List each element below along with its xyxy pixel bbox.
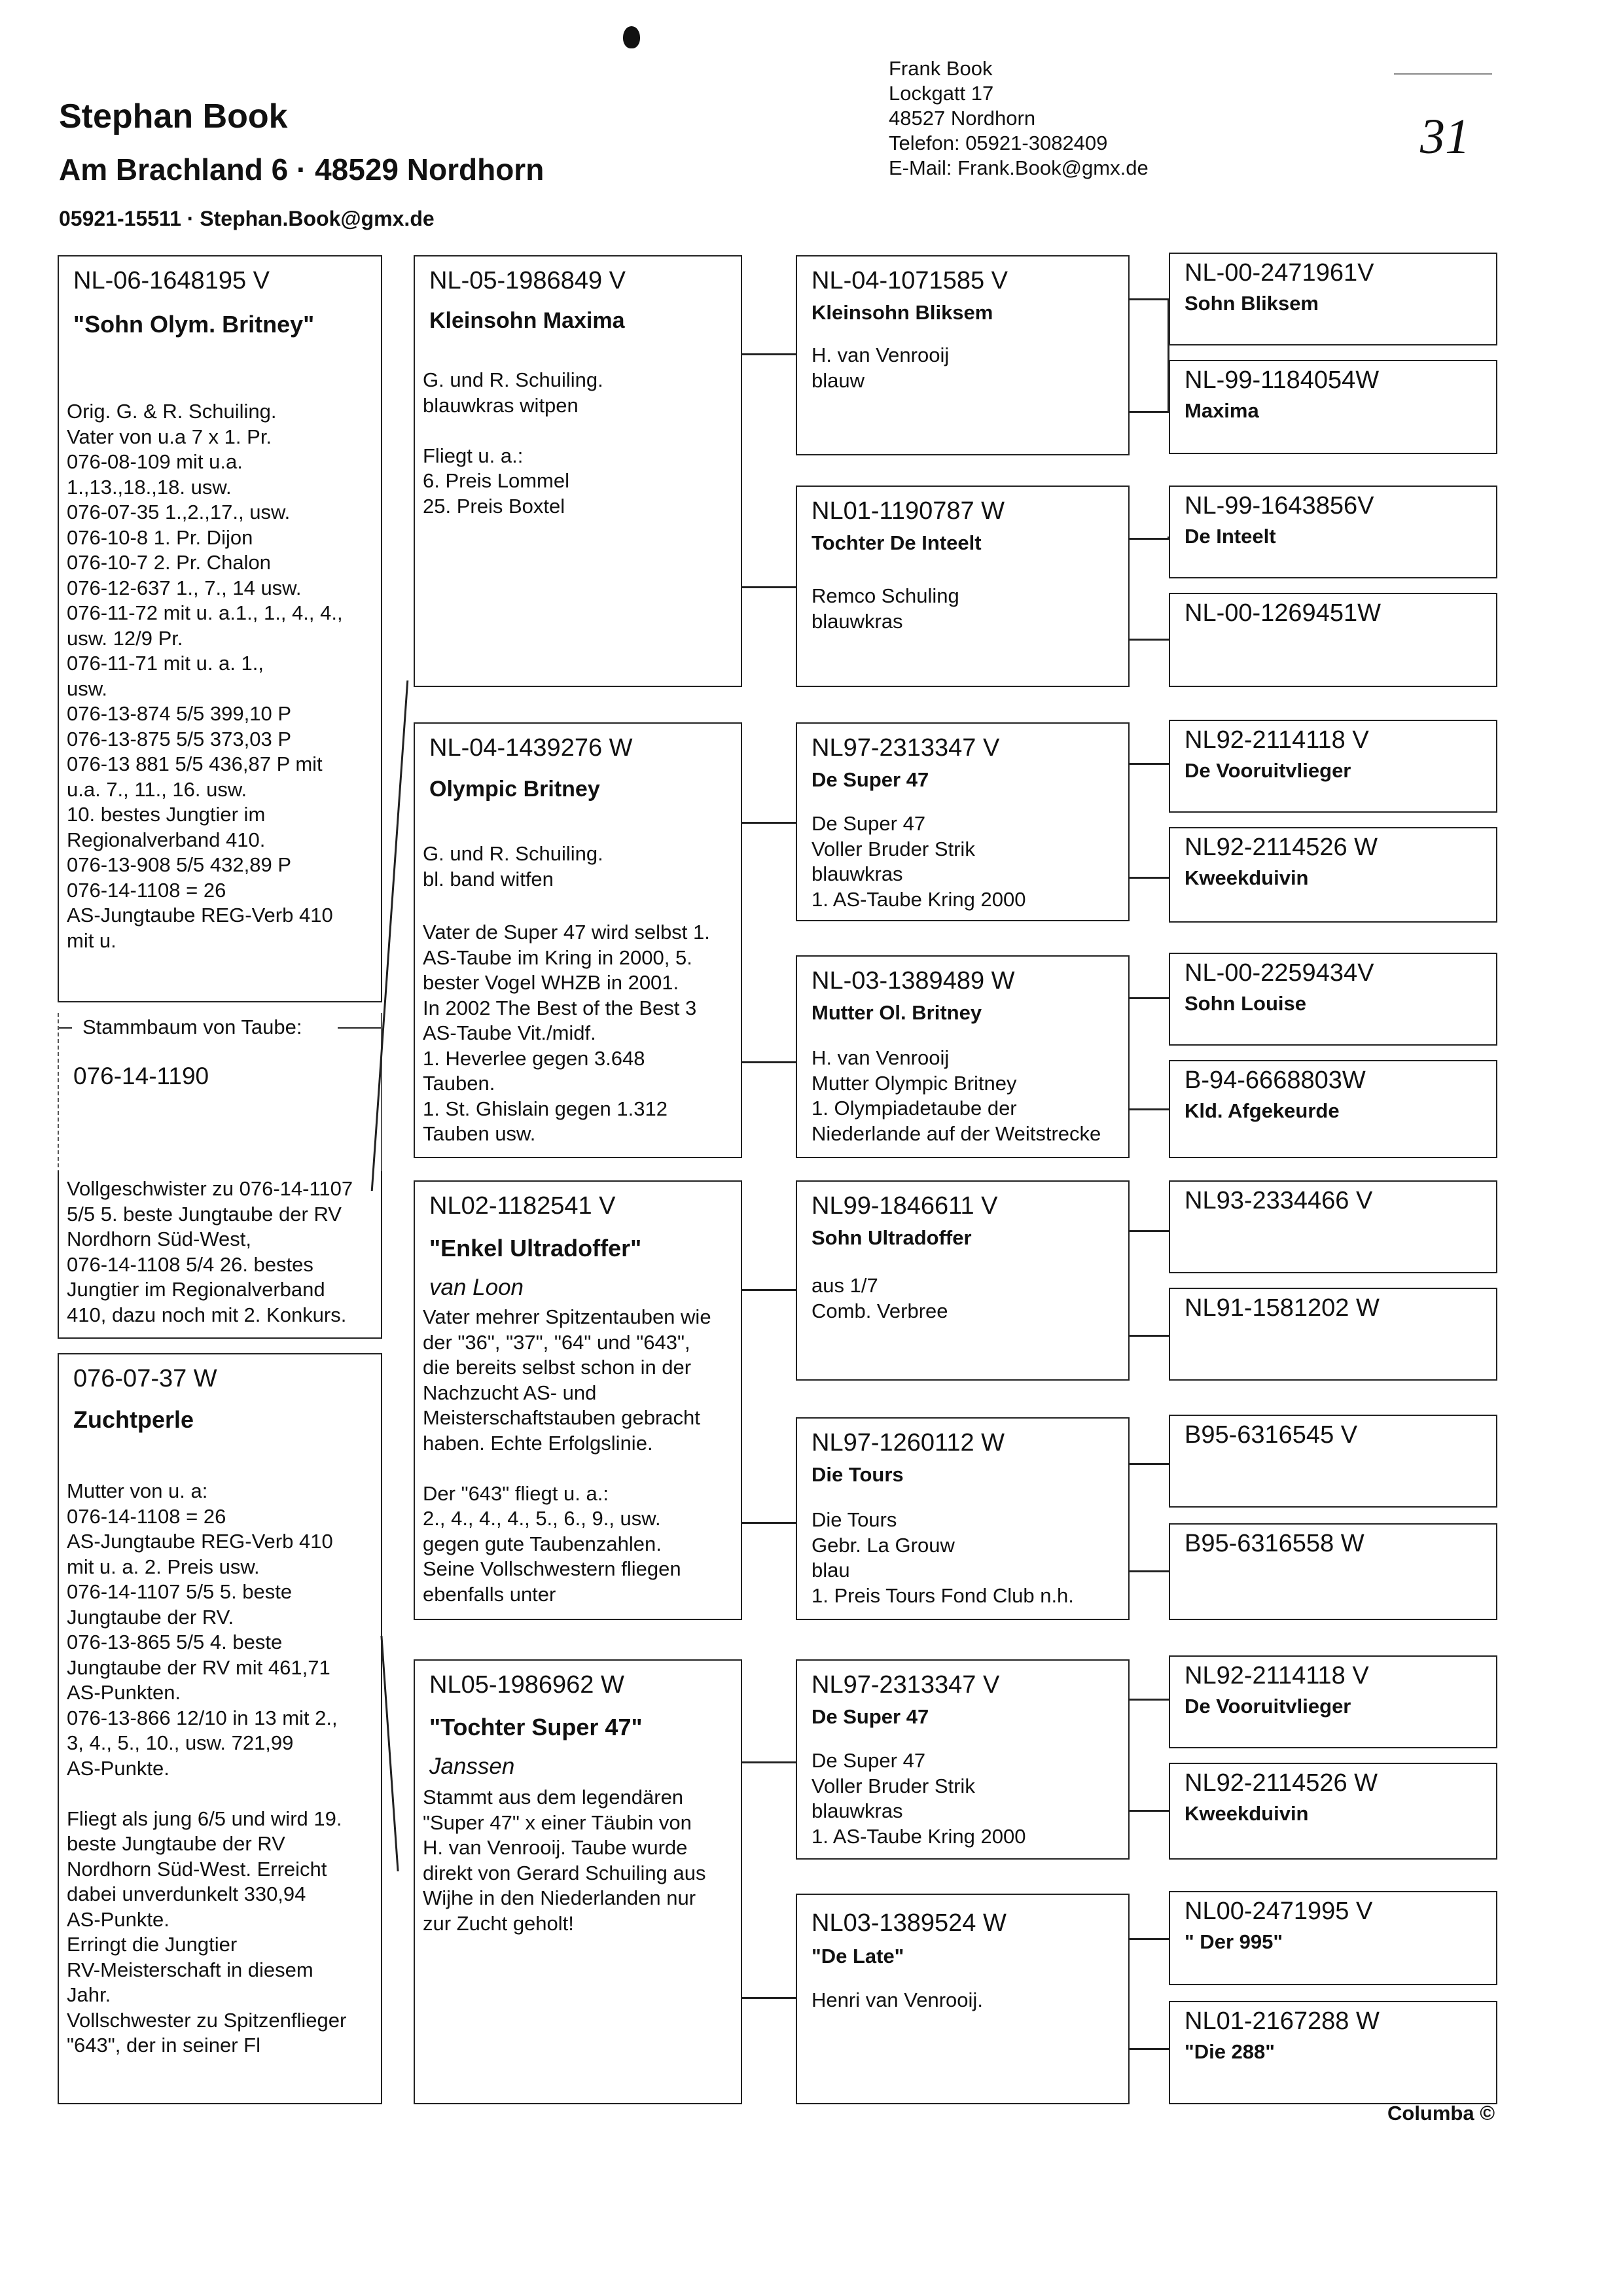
gen3-card [796,1659,1130,1860]
connector-line [742,1522,796,1524]
pedigree-label: Stammbaum von Taube: [82,1016,302,1038]
gen3-name: Die Tours [812,1463,904,1486]
dam-card [58,1353,382,2104]
gen4-ring-number: NL93-2334466 V [1185,1187,1373,1214]
gen4-name: De Vooruitvlieger [1185,759,1351,782]
gen3-card [796,722,1130,921]
gen4-name: Maxima [1185,399,1259,422]
gen3-notes: Die Tours Gebr. La Grouw blau 1. Preis Tours Fond Club n.h. [812,1508,1074,1607]
connector-line [1130,1699,1169,1701]
gen4-card [1169,1288,1497,1381]
gen3-ring-number: NL03-1389524 W [812,1909,1007,1937]
gen3-ring-number: NL97-2313347 V [812,734,1000,762]
gen4-card [1169,1415,1497,1508]
gen4-name: De Inteelt [1185,525,1276,548]
connector-line [1130,2048,1169,2050]
second-breeder-line: Frank Book [889,57,993,80]
main-ring-number: NL-06-1648195 V [73,267,270,294]
connector-line [742,353,796,355]
gen3-name: De Super 47 [812,768,929,791]
sire-notes: G. und R. Schuiling. blauwkras witpen Fliegt u. a.: 6. Preis Lommel 25. Preis Boxtel [423,368,603,518]
divider [338,1027,381,1029]
gen4-card [1169,827,1497,923]
main-pigeon-name: "Sohn Olym. Britney" [73,311,315,338]
connector-line [742,1289,796,1291]
gen3-notes: Remco Schuling blauwkras [812,584,959,633]
connector-line [1130,1335,1169,1337]
gen3-notes: aus 1/7 Comb. Verbree [812,1274,948,1322]
dam-dam-ring-number: NL05-1986962 W [429,1671,624,1699]
gen3-name: Mutter Ol. Britney [812,1001,982,1024]
dam-dam-card [414,1659,742,2104]
breeder-contact: 05921-15511 · Stephan.Book@gmx.de [59,207,435,230]
gen3-name: De Super 47 [812,1705,929,1728]
gen3-notes: De Super 47 Voller Bruder Strik blauwkras 1. AS-Taube Kring 2000 [812,812,1026,911]
pedigree-frame [58,1013,382,1180]
gen3-notes: De Super 47 Voller Bruder Strik blauwkras 1. AS-Taube Kring 2000 [812,1749,1026,1848]
connector-line [1130,1810,1169,1812]
sire-dam-notes: G. und R. Schuiling. bl. band witfen [423,842,603,891]
connector-line [1130,997,1169,999]
sire-dam-notes-extra: Vater de Super 47 wird selbst 1. AS-Taube im Kring in 2000, 5. bester Vogel WHZB in 2001. In 2002 The Best of the Best 3 AS-Taube Vit./midf. 1. Heverlee gegen 3.648 Tauben. 1. St. Ghislain gegen 1.312 Tauben usw. [423,921,710,1145]
gen3-ring-number: NL-03-1389489 W [812,967,1015,995]
sire-card [414,255,742,687]
connector-line [1130,1938,1169,1940]
gen3-ring-number: NL97-2313347 V [812,1671,1000,1699]
gen4-card [1169,486,1497,578]
gen4-name: De Vooruitvlieger [1185,1695,1351,1718]
dam-name: Zuchtperle [73,1406,194,1433]
dam-dam-name: "Tochter Super 47" [429,1714,643,1740]
pedigree-ring-number: 076-14-1190 [73,1063,209,1089]
gen3-ring-number: NL-04-1071585 V [812,267,1008,294]
gen4-name: " Der 995" [1185,1930,1283,1953]
footer-copyright: Columba © [1387,2102,1495,2125]
gen3-ring-number: NL99-1846611 V [812,1192,998,1220]
siblings-card [58,1171,382,1339]
gen4-ring-number: B-94-6668803W [1185,1067,1366,1094]
main-pigeon-card [58,255,382,1002]
gen4-ring-number: NL01-2167288 W [1185,2007,1380,2035]
gen3-name: Sohn Ultradoffer [812,1226,972,1249]
dam-notes: Mutter von u. a: 076-14-1108 = 26 AS-Jungtaube REG-Verb 410 mit u. a. 2. Preis usw. 076-14-1107 5/5 5. beste Jungtaube der RV. 076-13-865 5/5 4. beste Jungtaube der RV mit 461,71 AS-Punkten. 076-13-866 12/10 in 13 mit 2., 3, 4., 5., 10., usw. 721,99 AS-Punkte. Fliegt als jung 6/5 und wird 19. beste Jungtaube der RV Nordhorn Süd-West. Erreicht dabei unverdunkelt 330,94 AS-Punkte. Erringt die Jungtier RV-Meisterschaft in diesem Jahr. Vollschwester zu Spitzenflieger "643", der in seiner Fl [67,1479,347,2057]
gen4-card [1169,1523,1497,1620]
gen4-name: "Die 288" [1185,2040,1275,2063]
connector-line [1130,411,1169,413]
gen4-ring-number: NL-99-1643856V [1185,492,1374,520]
gen4-card [1169,2001,1497,2104]
sire-dam-name: Olympic Britney [429,777,600,802]
gen3-notes: H. van Venrooij Mutter Olympic Britney 1. Olympiadetaube der Niederlande auf der Weitstrecke [812,1046,1101,1145]
gen4-ring-number: NL92-2114118 V [1185,726,1369,754]
siblings-notes: Vollgeschwister zu 076-14-1107 5/5 5. beste Jungtaube der RV Nordhorn Süd-West, 076-14-1108 5/4 26. bestes Jungtier im Regionalverband 410, dazu noch mit 2. Konkurs. [67,1177,353,1326]
connector-line [1130,639,1169,641]
gen3-card [796,1417,1130,1620]
connector-line [1130,877,1169,879]
connector-line [742,822,796,824]
gen4-ring-number: NL92-2114526 W [1185,834,1378,861]
gen3-ring-number: NL97-1260112 W [812,1429,1005,1457]
breeder-address: Am Brachland 6 · 48529 Nordhorn [59,152,544,186]
gen4-ring-number: B95-6316545 V [1185,1421,1358,1449]
divider [59,1027,72,1029]
divider [1394,73,1492,75]
gen4-card [1169,1655,1497,1748]
gen4-name: Kweekduivin [1185,1802,1309,1825]
gen3-ring-number: NL01-1190787 W [812,497,1005,525]
punch-hole-mark [623,26,640,48]
connector-line [1130,763,1169,765]
gen3-card [796,486,1130,687]
dam-sire-name: "Enkel Ultradoffer" [429,1235,642,1262]
dam-sire-breeder: van Loon [429,1275,524,1300]
connector-line [742,1061,796,1063]
second-breeder-line: 48527 Nordhorn [889,107,1036,130]
gen4-card [1169,1180,1497,1273]
connector-line [1130,1108,1169,1110]
gen4-card [1169,593,1497,687]
gen3-card [796,1894,1130,2104]
second-breeder-line: Lockgatt 17 [889,82,994,105]
gen4-card [1169,1891,1497,1985]
gen4-ring-number: NL00-2471995 V [1185,1898,1373,1925]
gen4-ring-number: NL-99-1184054W [1185,366,1380,394]
gen3-card [796,955,1130,1158]
gen3-notes: H. van Venrooij blauw [812,344,950,392]
gen4-ring-number: NL-00-2471961V [1185,259,1374,287]
sire-dam-card [414,722,742,1158]
sire-name: Kleinsohn Maxima [429,308,625,333]
gen4-card [1169,1763,1497,1860]
gen4-card [1169,360,1497,454]
connector-line [1130,1570,1169,1572]
gen4-card [1169,953,1497,1046]
gen4-ring-number: B95-6316558 W [1185,1530,1364,1557]
dam-ring-number: 076-07-37 W [73,1365,217,1392]
breeder-name: Stephan Book [59,97,288,135]
gen4-ring-number: NL92-2114526 W [1185,1769,1378,1797]
second-breeder-line: Telefon: 05921-3082409 [889,132,1108,154]
main-pigeon-notes: Orig. G. & R. Schuiling. Vater von u.a 7 x 1. Pr. 076-08-109 mit u.a. 1.,13.,18.,18. usw. 076-07-35 1.,2.,17., usw. 076-10-8 1. Pr. Dijon 076-10-7 2. Pr. Chalon 076-12-637 1., 7., 14 usw. 076-11-72 mit u. a.1., 1., 4., 4., usw. 12/9 Pr. 076-11-71 mit u. a. 1., usw. 076-13-874 5/5 399,10 P 076-13-875 5/5 373,03 P 076-13 881 5/5 436,87 P mit u.a. 7., 11., 16. usw. 10. bestes Jungtier im Regionalverband 410. 076-13-908 5/5 432,89 P 076-14-1108 = 26 AS-Jungtaube REG-Verb 410 mit u. [67,400,343,952]
second-breeder-line: E-Mail: Frank.Book@gmx.de [889,156,1149,179]
gen4-name: Kweekduivin [1185,866,1309,889]
gen4-card [1169,253,1497,345]
dam-sire-notes: Vater mehrer Spitzentauben wie der "36", "37", "64" und "643", die bereits selbst schon in der Nachzucht AS- und Meisterschaftstauben gebracht haben. Echte Erfolgslinie. Der "643" fliegt u. a.: 2., 4., 4., 4., 5., 6., 9., usw. gegen gute Taubenzahlen. Seine Vollschwestern fliegen ebenfalls unter [423,1305,711,1606]
gen4-card [1169,720,1497,813]
sire-dam-ring-number: NL-04-1439276 W [429,734,633,762]
gen3-name: Kleinsohn Bliksem [812,301,993,324]
connector-line [742,1997,796,1999]
gen4-ring-number: NL-00-2259434V [1185,959,1374,987]
sire-ring-number: NL-05-1986849 V [429,267,626,294]
gen3-name: Tochter De Inteelt [812,531,982,554]
gen4-name: Sohn Louise [1185,992,1306,1015]
gen4-ring-number: NL92-2114118 V [1185,1662,1369,1689]
gen4-name: Kld. Afgekeurde [1185,1099,1340,1122]
page-number: 31 [1420,109,1470,164]
gen4-name: Sohn Bliksem [1185,292,1319,315]
connector-line [1130,1463,1169,1465]
gen4-ring-number: NL-00-1269451W [1185,599,1381,627]
connector-line [1130,1230,1169,1232]
dam-sire-ring-number: NL02-1182541 V [429,1192,616,1220]
connector-line [380,1636,399,1871]
gen3-notes: Henri van Venrooij. [812,1988,983,2011]
gen3-card [796,255,1130,455]
gen4-card [1169,1060,1497,1158]
second-breeder-block [889,56,1149,181]
connector-line [742,586,796,588]
dam-dam-breeder: Janssen [429,1754,515,1779]
gen3-name: "De Late" [812,1945,904,1968]
connector-line [1130,298,1169,300]
gen3-card [796,1180,1130,1381]
dam-sire-card [414,1180,742,1620]
connector-line [742,1761,796,1763]
dam-dam-notes: Stammt aus dem legendären "Super 47" x einer Täubin von H. van Venrooij. Taube wurde direkt von Gerard Schuiling aus Wijhe in den Niederlanden nur zur Zucht geholt! [423,1786,706,1935]
gen4-ring-number: NL91-1581202 W [1185,1294,1380,1322]
connector-line [1130,538,1169,540]
